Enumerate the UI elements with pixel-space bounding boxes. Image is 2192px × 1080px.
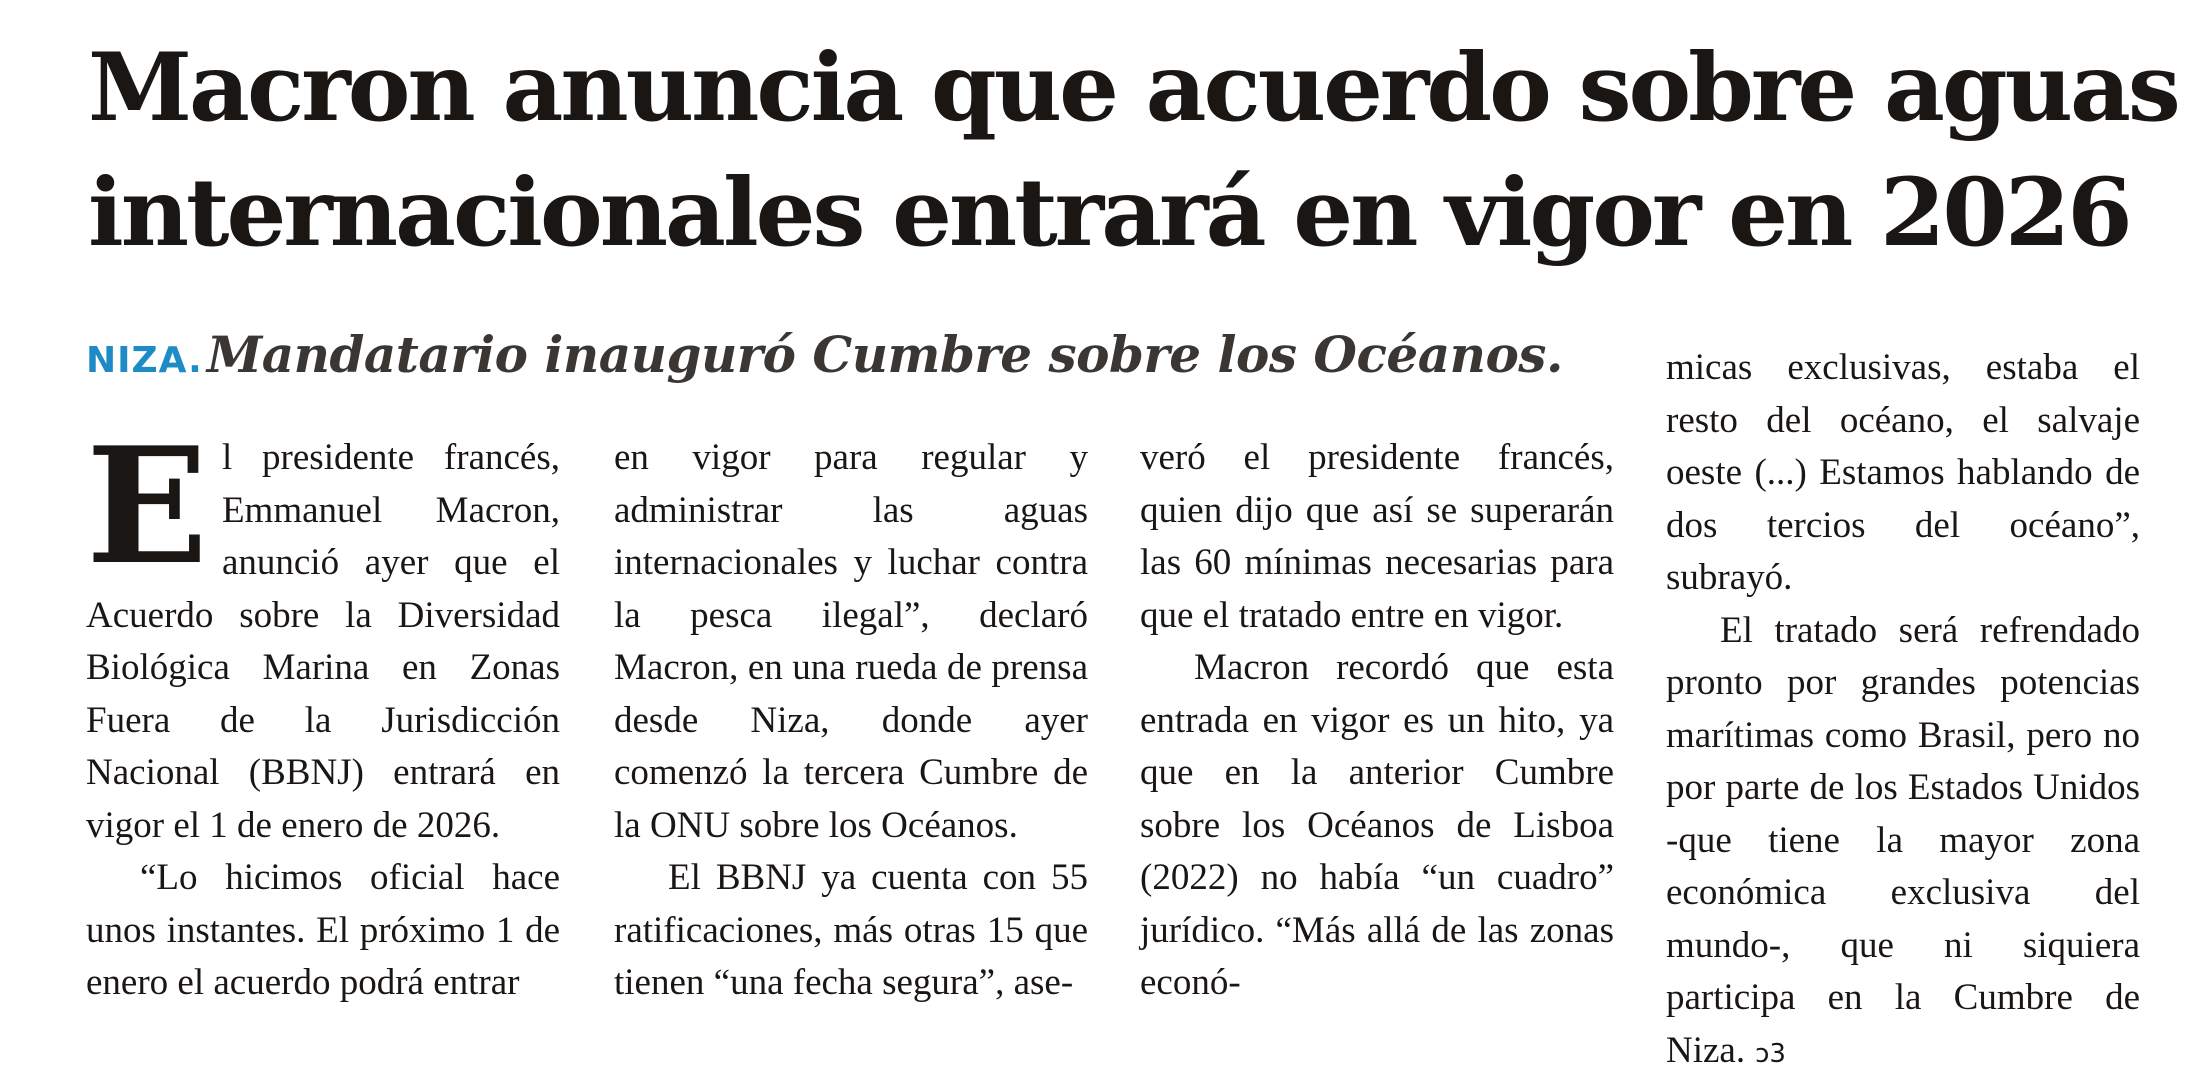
headline-line-2: internacionales entrará en vigor en 2026 [88,151,2128,276]
deck-text: Mandatario inauguró Cumbre sobre los Océanos. [207,325,1563,384]
paragraph [1666,605,2140,1080]
paragraph: veró el presidente francés, quien dijo que así se superarán las 60 mínimas necesarias para que el tratado entre en vigor. [1140,432,1614,642]
end-mark-icon: ↄ3 [1755,1039,1786,1069]
paragraph: “Lo hicimos oficial hace unos instantes. El próximo 1 de enero el acuerdo podrá entrar [86,852,560,1010]
headline-line-1: Macron anuncia que acuerdo sobre aguas [88,26,2128,151]
paragraph [86,432,560,852]
paragraph-text: l presidente francés, Emmanuel Macron, anunció ayer que el Acuerdo sobre la Diversidad Biológica Marina en Zonas Fuera de la Jurisdicción Nacional (BBNJ) entrará en vigor el 1 de enero de 2026. [86,437,560,846]
subheadline [86,325,1646,384]
paragraph: micas exclusivas, estaba el resto del océano, el salvaje oeste (...) Estamos hablando de dos tercios del océano”, subrayó. [1666,342,2140,605]
column-4 [1666,342,2140,832]
paragraph: El BBNJ ya cuenta con 55 ratificaciones, más otras 15 que tienen “una fecha segura”, ase- [614,852,1088,1010]
column-3 [1140,432,1614,922]
column-1 [86,432,560,922]
location-kicker: NIZA. [86,340,203,381]
headline [88,26,2128,276]
paragraph-text: El tratado será refrendado pronto por grandes potencias marítimas como Brasil, pero no por parte de los Estados Unidos -que tiene la mayor zona económica exclusiva del mundo-, que ni siquiera participa en la Cumbre de Niza. [1666,610,2140,1071]
column-2 [614,432,1088,922]
paragraph: en vigor para regular y administrar las aguas internacionales y luchar contra la pesca ilegal”, declaró Macron, en una rueda de prensa desde Niza, donde ayer comenzó la tercera Cumbre de la ONU sobre los Océanos. [614,432,1088,852]
paragraph: Macron recordó que esta entrada en vigor es un hito, ya que en la anterior Cumbre sobre los Océanos de Lisboa (2022) no había “un cuadro” jurídico. “Más allá de las zonas econó- [1140,642,1614,1010]
drop-cap: E [86,442,208,570]
